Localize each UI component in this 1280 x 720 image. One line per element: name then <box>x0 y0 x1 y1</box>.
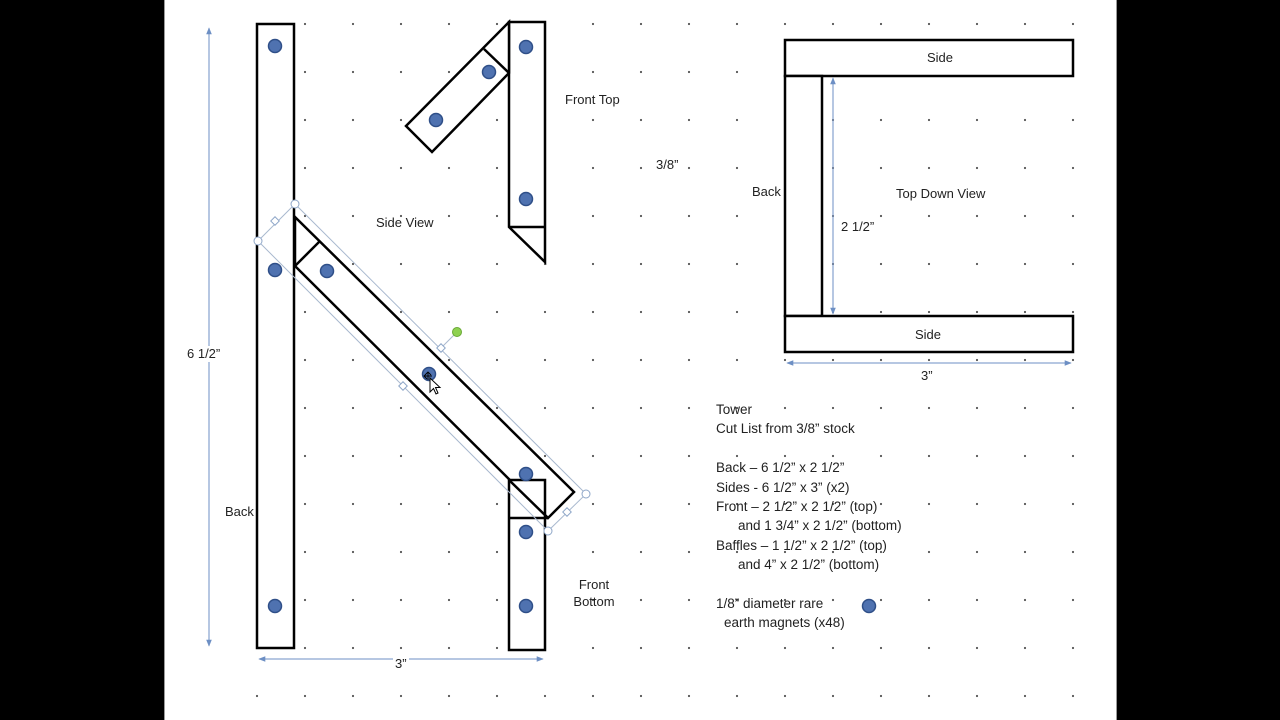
grid-dot <box>832 359 834 361</box>
grid-dot <box>1024 455 1026 457</box>
grid-dot <box>784 23 786 25</box>
grid-dot <box>400 23 402 25</box>
grid-dot <box>976 359 978 361</box>
resize-handle-bottom[interactable] <box>544 527 552 535</box>
grid-dot <box>448 455 450 457</box>
grid-dot <box>736 647 738 649</box>
back-board <box>257 24 294 648</box>
grid-dot <box>736 359 738 361</box>
grid-dot <box>448 695 450 697</box>
grid-dot <box>496 119 498 121</box>
grid-dot <box>640 71 642 73</box>
grid-dot <box>688 215 690 217</box>
grid-dot <box>784 695 786 697</box>
grid-dot <box>640 119 642 121</box>
grid-dot <box>1072 263 1074 265</box>
grid-dot <box>448 647 450 649</box>
grid-dot <box>352 551 354 553</box>
grid-dot <box>256 695 258 697</box>
grid-dot <box>688 311 690 313</box>
grid-dot <box>736 119 738 121</box>
grid-dot <box>640 263 642 265</box>
grid-dot <box>976 647 978 649</box>
cut-list-item: Back – 6 1/2” x 2 1/2” <box>716 460 845 476</box>
grid-dot <box>1072 647 1074 649</box>
grid-dot <box>304 119 306 121</box>
grid-dot <box>592 551 594 553</box>
grid-dot <box>1072 599 1074 601</box>
grid-dot <box>1024 119 1026 121</box>
grid-dot <box>736 263 738 265</box>
cut-list-item: Front – 2 1/2” x 2 1/2” (top) <box>716 498 878 514</box>
grid-dot <box>928 407 930 409</box>
grid-dot <box>592 119 594 121</box>
grid-dot <box>688 407 690 409</box>
grid-dot <box>544 359 546 361</box>
grid-dot <box>1024 695 1026 697</box>
grid-dot <box>688 599 690 601</box>
grid-dot <box>400 455 402 457</box>
grid-dot <box>928 311 930 313</box>
cut-list-spacer <box>716 575 902 594</box>
label-back-side-view: Back <box>225 504 254 519</box>
grid-dot <box>544 695 546 697</box>
grid-dot <box>304 695 306 697</box>
grid-dot <box>1072 119 1074 121</box>
grid-dot <box>400 695 402 697</box>
grid-dot <box>640 503 642 505</box>
grid-dot <box>448 599 450 601</box>
grid-dot <box>640 599 642 601</box>
grid-dot <box>304 647 306 649</box>
label-front-bottom-line2: Bottom <box>573 594 615 609</box>
magnet-icon <box>520 600 533 613</box>
label-dim-3-side-view: 3” <box>395 656 407 671</box>
grid-dot <box>1072 311 1074 313</box>
grid-dot <box>352 119 354 121</box>
grid-dot <box>688 359 690 361</box>
grid-dot <box>880 647 882 649</box>
grid-dot <box>928 695 930 697</box>
grid-dot <box>352 503 354 505</box>
grid-dot <box>928 503 930 505</box>
grid-dot <box>880 311 882 313</box>
grid-dot <box>688 455 690 457</box>
grid-dot <box>1072 215 1074 217</box>
grid-dot <box>304 71 306 73</box>
magnet-icon <box>520 193 533 206</box>
resize-handle-right[interactable] <box>582 490 590 498</box>
grid-dot <box>784 359 786 361</box>
grid-dot <box>736 215 738 217</box>
grid-dot <box>976 167 978 169</box>
grid-dot <box>688 167 690 169</box>
front-bottom-board <box>509 480 545 650</box>
magnet-icon <box>520 468 533 481</box>
grid-dot <box>928 263 930 265</box>
grid-dot <box>688 119 690 121</box>
grid-dot <box>880 119 882 121</box>
grid-dot <box>880 359 882 361</box>
grid-dot <box>544 455 546 457</box>
magnet-icon <box>430 114 443 127</box>
grid-dot <box>640 359 642 361</box>
grid-dot <box>688 71 690 73</box>
grid-dot <box>592 359 594 361</box>
grid-dot <box>352 647 354 649</box>
grid-dot <box>1024 503 1026 505</box>
label-side-view: Side View <box>376 215 434 230</box>
magnet-icon <box>269 264 282 277</box>
grid-dot <box>496 503 498 505</box>
grid-dot <box>1072 23 1074 25</box>
grid-dot <box>1024 215 1026 217</box>
grid-dot <box>1072 695 1074 697</box>
cut-list-item: Sides - 6 1/2” x 3” (x2) <box>716 479 850 495</box>
grid-dot <box>736 71 738 73</box>
grid-dot <box>448 551 450 553</box>
grid-dot <box>496 407 498 409</box>
grid-dot <box>976 23 978 25</box>
grid-dot <box>400 503 402 505</box>
grid-dot <box>640 167 642 169</box>
grid-dot <box>1024 263 1026 265</box>
grid-dot <box>1024 167 1026 169</box>
grid-dot <box>1072 359 1074 361</box>
grid-dot <box>1024 647 1026 649</box>
grid-dot <box>688 551 690 553</box>
grid-dot <box>640 695 642 697</box>
grid-dot <box>496 647 498 649</box>
grid-dot <box>304 311 306 313</box>
grid-dot <box>976 599 978 601</box>
grid-dot <box>976 263 978 265</box>
grid-dot <box>448 23 450 25</box>
grid-dot <box>1024 359 1026 361</box>
grid-dot <box>592 167 594 169</box>
grid-dot <box>400 407 402 409</box>
grid-dot <box>976 551 978 553</box>
grid-dot <box>352 695 354 697</box>
cut-list-item: Baffles – 1 1/2” x 2 1/2” (top) <box>716 537 887 553</box>
grid-dot <box>1072 407 1074 409</box>
grid-dot <box>976 503 978 505</box>
label-top-down-view: Top Down View <box>896 186 986 201</box>
cut-list <box>716 400 902 633</box>
grid-dot <box>304 407 306 409</box>
grid-dot <box>976 695 978 697</box>
grid-dot <box>976 215 978 217</box>
grid-dot <box>688 263 690 265</box>
grid-dot <box>640 455 642 457</box>
grid-dot <box>352 215 354 217</box>
cut-list-title: Tower <box>716 402 753 417</box>
grid-dot <box>1072 455 1074 457</box>
grid-dot <box>592 71 594 73</box>
grid-dot <box>784 647 786 649</box>
grid-dot <box>880 215 882 217</box>
grid-dot <box>304 551 306 553</box>
grid-dot <box>736 311 738 313</box>
grid-dot <box>352 167 354 169</box>
grid-dot <box>688 503 690 505</box>
dot-grid <box>256 23 1074 697</box>
grid-dot <box>976 311 978 313</box>
grid-dot <box>592 215 594 217</box>
grid-dot <box>592 23 594 25</box>
grid-dot <box>304 503 306 505</box>
magnet-icon <box>269 600 282 613</box>
magnet-icon <box>483 66 496 79</box>
grid-dot <box>640 551 642 553</box>
grid-dot <box>928 119 930 121</box>
grid-dot <box>352 455 354 457</box>
grid-dot <box>592 695 594 697</box>
grid-dot <box>304 23 306 25</box>
grid-dot <box>592 503 594 505</box>
cut-list-item: and 4” x 2 1/2” (bottom) <box>738 557 880 573</box>
grid-dot <box>832 647 834 649</box>
grid-dot <box>640 647 642 649</box>
grid-dot <box>352 71 354 73</box>
magnet-icon <box>321 265 334 278</box>
grid-dot <box>304 359 306 361</box>
grid-dot <box>928 215 930 217</box>
grid-dot <box>400 647 402 649</box>
back-top-down-board <box>785 76 822 316</box>
label-side-top: Side <box>926 50 954 65</box>
label-dim-6-half: 6 1/2” <box>187 346 221 361</box>
grid-dot <box>592 407 594 409</box>
grid-dot <box>304 455 306 457</box>
magnet-icon <box>423 368 436 381</box>
label-back-top-down: Back <box>752 184 781 199</box>
grid-dot <box>928 23 930 25</box>
grid-dot <box>448 359 450 361</box>
grid-dot <box>880 167 882 169</box>
grid-dot <box>400 551 402 553</box>
magnet-note-line1: 1/8” diameter rare <box>716 595 824 611</box>
cut-list-spacer <box>716 439 902 458</box>
label-front-bottom-line1: Front <box>578 577 610 592</box>
grid-dot <box>928 551 930 553</box>
grid-dot <box>1024 23 1026 25</box>
magnet-icon <box>520 41 533 54</box>
grid-dot <box>832 695 834 697</box>
grid-dot <box>832 23 834 25</box>
grid-dot <box>976 455 978 457</box>
grid-dot <box>1024 407 1026 409</box>
grid-dot <box>352 23 354 25</box>
grid-dot <box>928 359 930 361</box>
grid-dot <box>448 311 450 313</box>
grid-dot <box>688 647 690 649</box>
grid-dot <box>400 167 402 169</box>
grid-dot <box>496 695 498 697</box>
label-dim-2-half: 2 1/2” <box>841 219 875 234</box>
cut-list-item: and 1 3/4” x 2 1/2” (bottom) <box>738 518 902 534</box>
grid-dot <box>640 23 642 25</box>
grid-dot <box>592 311 594 313</box>
grid-dot <box>352 359 354 361</box>
grid-dot <box>592 455 594 457</box>
resize-handle-top[interactable] <box>291 200 299 208</box>
grid-dot <box>928 455 930 457</box>
grid-dot <box>640 407 642 409</box>
grid-dot <box>448 503 450 505</box>
rotation-handle[interactable] <box>453 328 462 337</box>
grid-dot <box>448 215 450 217</box>
grid-dot <box>400 119 402 121</box>
grid-dot <box>496 359 498 361</box>
grid-dot <box>448 71 450 73</box>
grid-dot <box>1072 551 1074 553</box>
grid-dot <box>1024 551 1026 553</box>
grid-dot <box>736 167 738 169</box>
grid-dot <box>496 23 498 25</box>
top-baffle <box>406 22 509 152</box>
grid-dot <box>400 599 402 601</box>
magnet-icon <box>269 40 282 53</box>
grid-dot <box>448 263 450 265</box>
grid-dot <box>352 599 354 601</box>
grid-dot <box>496 551 498 553</box>
grid-dot <box>544 407 546 409</box>
grid-dot <box>640 311 642 313</box>
grid-dot <box>496 311 498 313</box>
magnet-icon <box>520 526 533 539</box>
grid-dot <box>928 167 930 169</box>
grid-dot <box>640 215 642 217</box>
grid-dot <box>928 599 930 601</box>
grid-dot <box>688 695 690 697</box>
grid-dot <box>976 119 978 121</box>
grid-dot <box>592 647 594 649</box>
grid-dot <box>352 407 354 409</box>
resize-handle-left[interactable] <box>254 237 262 245</box>
grid-dot <box>736 23 738 25</box>
grid-dot <box>880 23 882 25</box>
label-front-top: Front Top <box>565 92 620 107</box>
grid-dot <box>400 263 402 265</box>
cut-list-subtitle: Cut List from 3/8” stock <box>716 421 855 437</box>
grid-dot <box>880 695 882 697</box>
grid-dot <box>496 599 498 601</box>
grid-dot <box>976 407 978 409</box>
grid-dot <box>928 647 930 649</box>
grid-dot <box>496 263 498 265</box>
grid-dot <box>496 167 498 169</box>
grid-dot <box>400 311 402 313</box>
grid-dot <box>400 71 402 73</box>
grid-dot <box>688 23 690 25</box>
grid-dot <box>544 311 546 313</box>
grid-dot <box>1072 167 1074 169</box>
grid-dot <box>1072 503 1074 505</box>
grid-dot <box>496 215 498 217</box>
grid-dot <box>304 599 306 601</box>
label-three-eighths: 3/8” <box>656 157 679 172</box>
grid-dot <box>880 263 882 265</box>
grid-dot <box>448 167 450 169</box>
label-side-bottom: Side <box>914 327 942 342</box>
grid-dot <box>1024 311 1026 313</box>
grid-dot <box>304 167 306 169</box>
grid-dot <box>592 263 594 265</box>
label-dim-3-top-down: 3” <box>921 368 933 383</box>
magnet-note-line2: earth magnets (x48) <box>724 615 845 631</box>
grid-dot <box>1024 599 1026 601</box>
grid-dot <box>736 695 738 697</box>
